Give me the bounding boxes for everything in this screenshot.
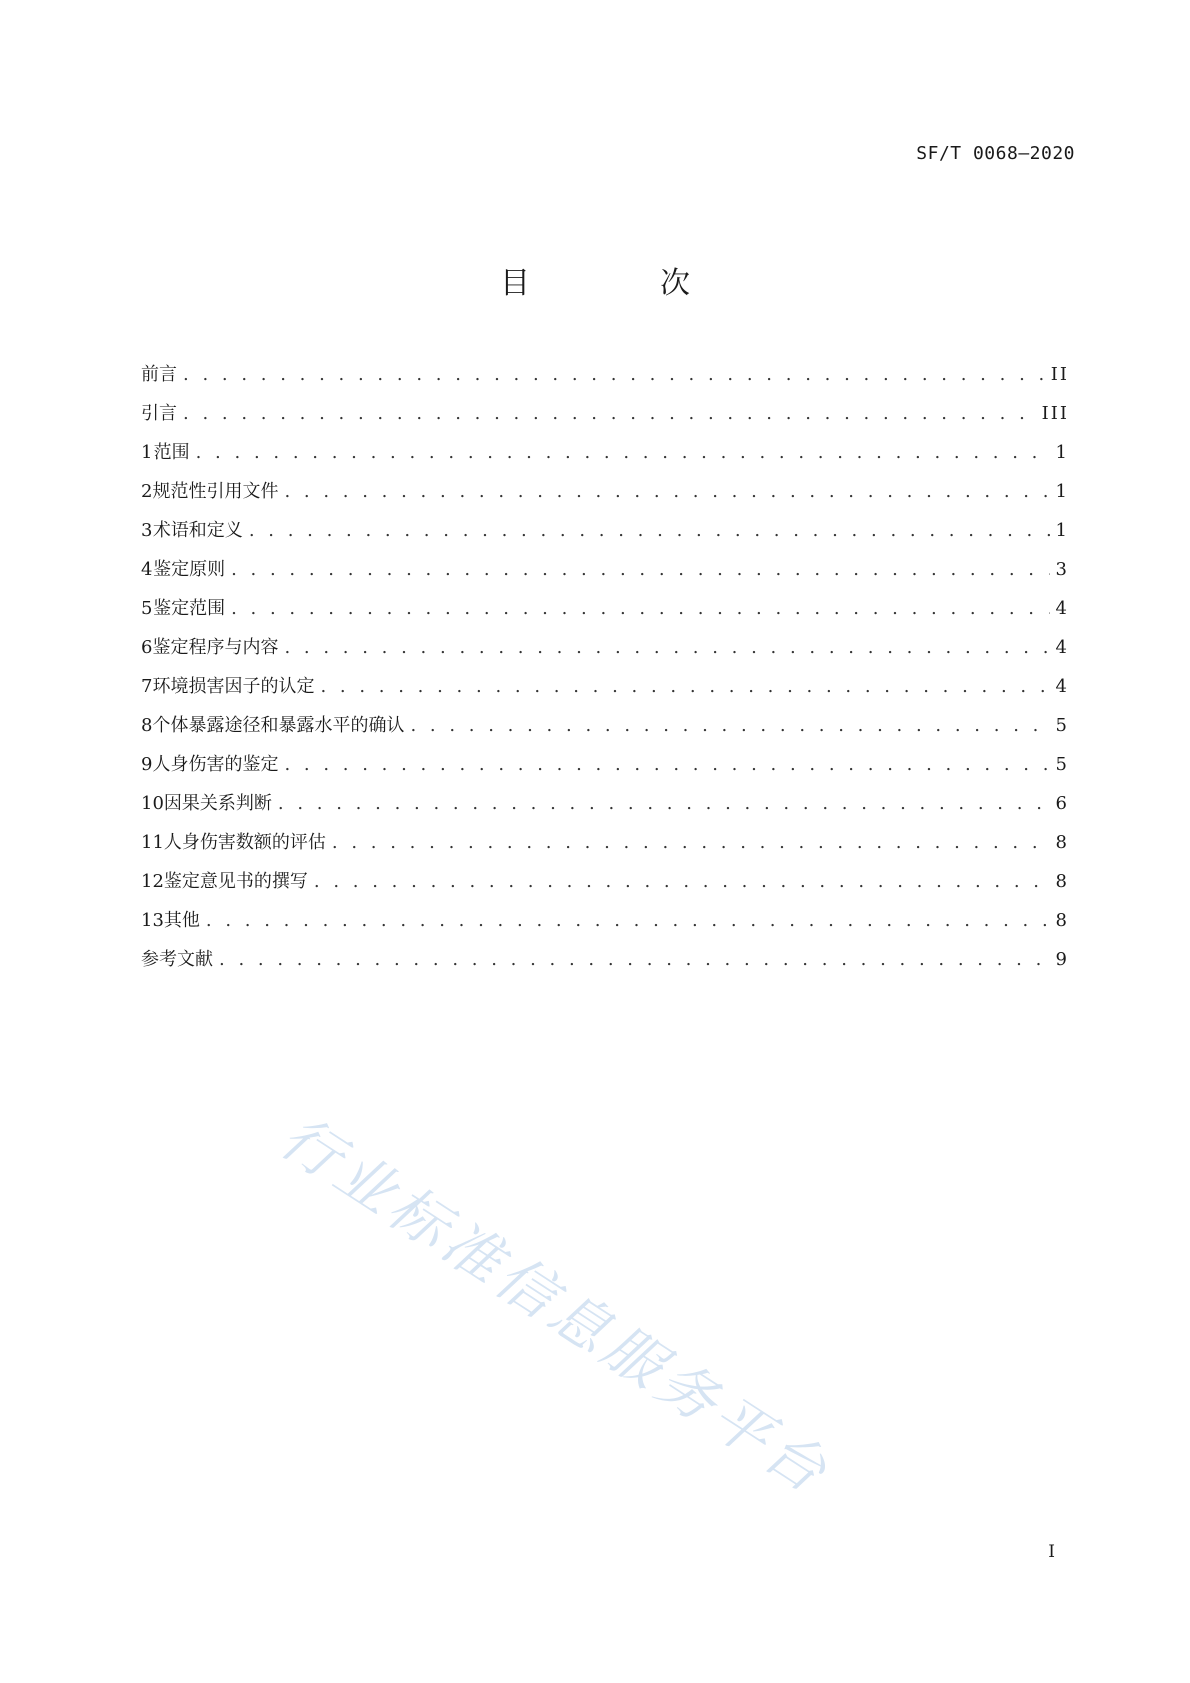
- document-number: SF/T 0068—2020: [916, 143, 1075, 164]
- toc-entry-number: 5: [141, 598, 153, 619]
- toc-entry-label: 鉴定意见书的撰写: [163, 871, 308, 892]
- toc-entry[interactable]: [141, 862, 1069, 901]
- toc-entry-label: 术语和定义: [152, 520, 243, 541]
- toc-entry[interactable]: [141, 628, 1069, 667]
- toc-entry[interactable]: [141, 394, 1069, 433]
- toc-entry-page: II: [1050, 364, 1069, 385]
- toc-entry[interactable]: [141, 745, 1069, 784]
- toc-dot-leader: [284, 745, 1049, 784]
- toc-dot-leader: [332, 823, 1050, 862]
- toc-dot-leader: [249, 511, 1050, 550]
- toc-title: 目 次: [500, 266, 740, 301]
- toc-dot-leader: [410, 706, 1049, 745]
- toc-entry-number: 4: [141, 559, 153, 580]
- toc-entry-number: 12: [141, 871, 164, 892]
- toc-entry-number: 1: [141, 442, 153, 463]
- toc-dot-leader: [320, 667, 1049, 706]
- toc-entry-label: 人身伤害的鉴定: [152, 754, 279, 775]
- toc-entry[interactable]: [141, 355, 1069, 394]
- toc-entry[interactable]: [141, 784, 1069, 823]
- toc-entry-label: 规范性引用文件: [152, 481, 279, 502]
- toc-entry-page: 1: [1055, 481, 1069, 502]
- toc-entry-number: 3: [141, 520, 153, 541]
- toc-entry-label: 范围: [153, 442, 190, 463]
- toc-entry[interactable]: [141, 940, 1069, 979]
- toc-entry[interactable]: [141, 823, 1069, 862]
- toc-dot-leader: [314, 862, 1050, 901]
- toc-entry-number: 13: [141, 910, 164, 931]
- toc-entry-number: 11: [141, 832, 164, 853]
- toc-entry-page: 8: [1055, 910, 1069, 931]
- toc-entry[interactable]: [141, 550, 1069, 589]
- toc-entry[interactable]: [141, 706, 1069, 745]
- toc-entry-label: 鉴定程序与内容: [152, 637, 279, 658]
- toc-entry-label: 个体暴露途径和暴露水平的确认: [152, 715, 405, 736]
- toc-entry-page: 4: [1055, 598, 1069, 619]
- toc-dot-leader: [206, 901, 1050, 940]
- toc-entry-page: 5: [1055, 715, 1069, 736]
- toc-dot-leader: [183, 355, 1045, 394]
- toc-entry-number: 8: [141, 715, 153, 736]
- toc-dot-leader: [196, 433, 1050, 472]
- toc-entry-page: 4: [1055, 676, 1069, 697]
- toc-list: [141, 355, 1069, 979]
- toc-entry-page: 9: [1055, 949, 1069, 970]
- toc-dot-leader: [219, 940, 1050, 979]
- toc-dot-leader: [278, 784, 1050, 823]
- toc-entry-label: 引言: [141, 403, 177, 424]
- toc-entry-number: 2: [141, 481, 153, 502]
- toc-entry[interactable]: [141, 901, 1069, 940]
- watermark: 行业标准信息服务平台: [268, 1102, 843, 1509]
- toc-entry-label: 其他: [163, 910, 200, 931]
- toc-dot-leader: [284, 628, 1049, 667]
- toc-entry-label: 因果关系判断: [163, 793, 272, 814]
- toc-entry[interactable]: [141, 433, 1069, 472]
- toc-dot-leader: [231, 550, 1049, 589]
- toc-dot-leader: [183, 394, 1036, 433]
- toc-entry[interactable]: [141, 511, 1069, 550]
- toc-entry-number: 10: [141, 793, 164, 814]
- toc-entry-label: 鉴定原则: [153, 559, 226, 580]
- toc-entry-page: 1: [1055, 520, 1069, 541]
- toc-entry-page: 3: [1055, 559, 1069, 580]
- toc-entry-label: 参考文献: [141, 949, 213, 970]
- toc-entry-page: 8: [1055, 871, 1069, 892]
- toc-entry[interactable]: [141, 472, 1069, 511]
- toc-entry-page: 8: [1055, 832, 1069, 853]
- toc-entry[interactable]: [141, 589, 1069, 628]
- toc-entry-label: 环境损害因子的认定: [152, 676, 315, 697]
- toc-entry-number: 6: [141, 637, 153, 658]
- toc-entry-page: III: [1041, 403, 1069, 424]
- toc-entry-page: 6: [1055, 793, 1069, 814]
- toc-entry-page: 1: [1055, 442, 1069, 463]
- toc-entry-label: 鉴定范围: [153, 598, 226, 619]
- toc-dot-leader: [231, 589, 1049, 628]
- page-number: I: [1048, 1542, 1055, 1562]
- toc-dot-leader: [284, 472, 1049, 511]
- toc-entry-page: 5: [1055, 754, 1069, 775]
- toc-entry-label: 人身伤害数额的评估: [163, 832, 326, 853]
- toc-entry-number: 9: [141, 754, 153, 775]
- toc-entry-number: 7: [141, 676, 153, 697]
- toc-entry[interactable]: [141, 667, 1069, 706]
- toc-entry-label: 前言: [141, 364, 177, 385]
- toc-entry-page: 4: [1055, 637, 1069, 658]
